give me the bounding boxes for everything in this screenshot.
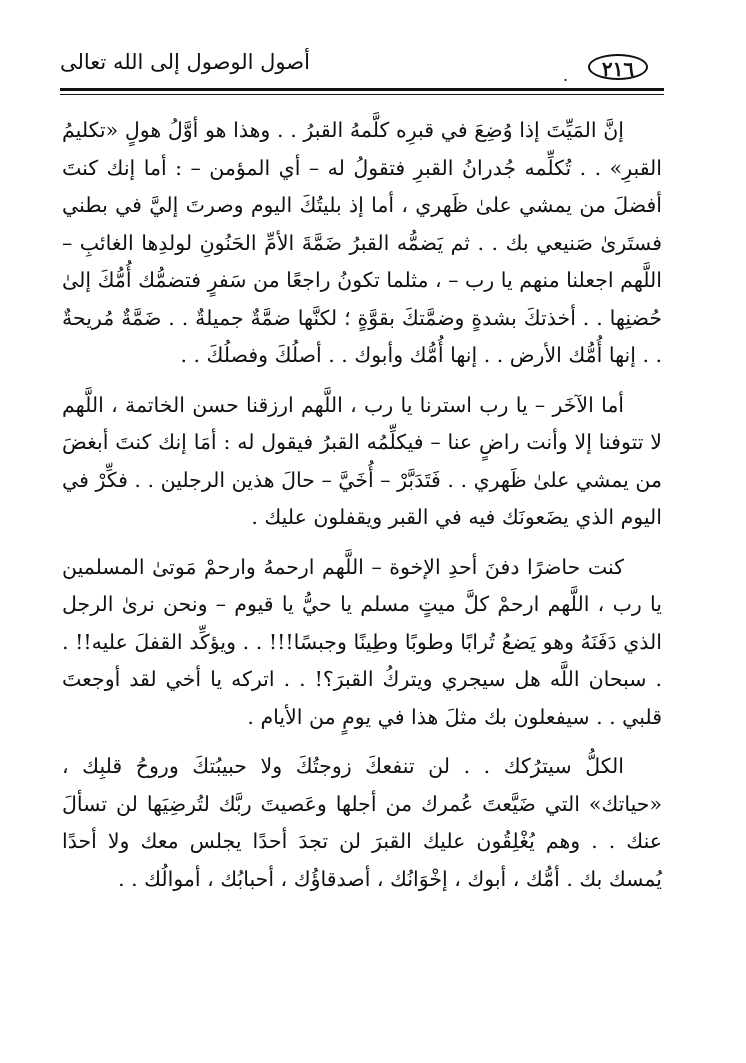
page-number: ٢١٦ — [588, 54, 648, 80]
page-body — [62, 112, 662, 898]
paragraph-1: إنَّ المَيِّتَ إذا وُضِعَ في قبرِه كلَّمهُ القبرُ . . وهذا هو أوَّلُ هولٍ «تكليمُ القبرِ» . . تُكلِّمه جُدرانُ القبرِ فتقولُ له – أي المؤمن – : أما إنك كنتَ أفضلَ من يمشي علىٰ ظَهري ، أما إذ بليتُكَ اليوم وصرتَ إليَّ في بطني فستَرىٰ صَنيعي بك . . ثم يَضمُّه القبرُ ضَمَّةَ الأمِّ الحَنُونِ لولدِها الغائبِ – اللَّهم اجعلنا منهم يا رب – ، مثلما تكونُ راجعًا من سَفرٍ فتضمُّك أُمُّكَ إلىٰ حُضنِها . . أخذتكَ بشدةٍ وضمَّتكَ بقوَّةٍ ؛ لكنَّها ضمَّةٌ جميلةٌ . . ضَمَّةٌ مُريحةٌ . . إنها أُمُّك الأرض . . إنها أُمُّك وأبوك . . أصلُكَ وفصلُكَ . . — [62, 118, 662, 367]
header-rule-thick — [60, 88, 664, 91]
header-rule-thin — [60, 94, 664, 95]
paragraph-4: الكلُّ سيترُكك . . لن تنفعكَ زوجتُكَ ولا حبيبُتكَ وروحُ قلبِك ، «حياتك» التي ضَيَّعتَ عُمرك من أجلها وعَصيتَ ربَّك لتُرضِيَها لن تسألَ عنك . . وهم يُغْلِقُون عليك القبرَ لن تجدَ أحدًا يجلس معك ولا أحدًا يُمسك بك . أمُّك ، أبوك ، إخْوَانُك ، أصدقاؤُك ، أحبابُك ، أموالُك . . — [62, 754, 662, 891]
running-title: أصول الوصول إلى الله تعالى — [60, 50, 310, 74]
header-dot: . — [562, 66, 568, 85]
page-header — [60, 44, 664, 90]
paragraph-2: أما الآخَر – يا رب استرنا يا رب ، اللَّهم ارزقنا حسن الخاتمة ، اللَّهم لا تتوفنا إلا وأنت راضٍ عنا – فيكلِّمُه القبرُ فيقول له : أمَا إنك كنتَ أبغضَ من يمشي علىٰ ظَهري . . فَتَدَبَّرْ – أُخَيَّ – حالَ هذين الرجلين . . فكِّرْ في اليوم الذي يضَعونَك فيه في القبر ويقفلون عليك . — [62, 392, 662, 529]
paragraph-3: كنت حاضرًا دفنَ أحدِ الإخوة – اللَّهم ارحمهُ وارحمْ مَوتىٰ المسلمين يا رب ، اللَّهم ارحمْ كلَّ ميتٍ مسلم يا حيُّ يا قيوم – ونحن نرىٰ الرجل الذي دَفَنَهُ وهو يَضعُ تُرابًا وطوبًا وطِينًا وجبسًا!!! . . ويؤكِّد القفلَ عليه!! . . سبحان اللَّه هل سيجري ويتركُ القبرَ؟! . . اتركه يا أخي لقد أوجعتَ قلبي . . سيفعلون بك مثلَ هذا في يومٍ من الأيام . — [62, 554, 662, 729]
